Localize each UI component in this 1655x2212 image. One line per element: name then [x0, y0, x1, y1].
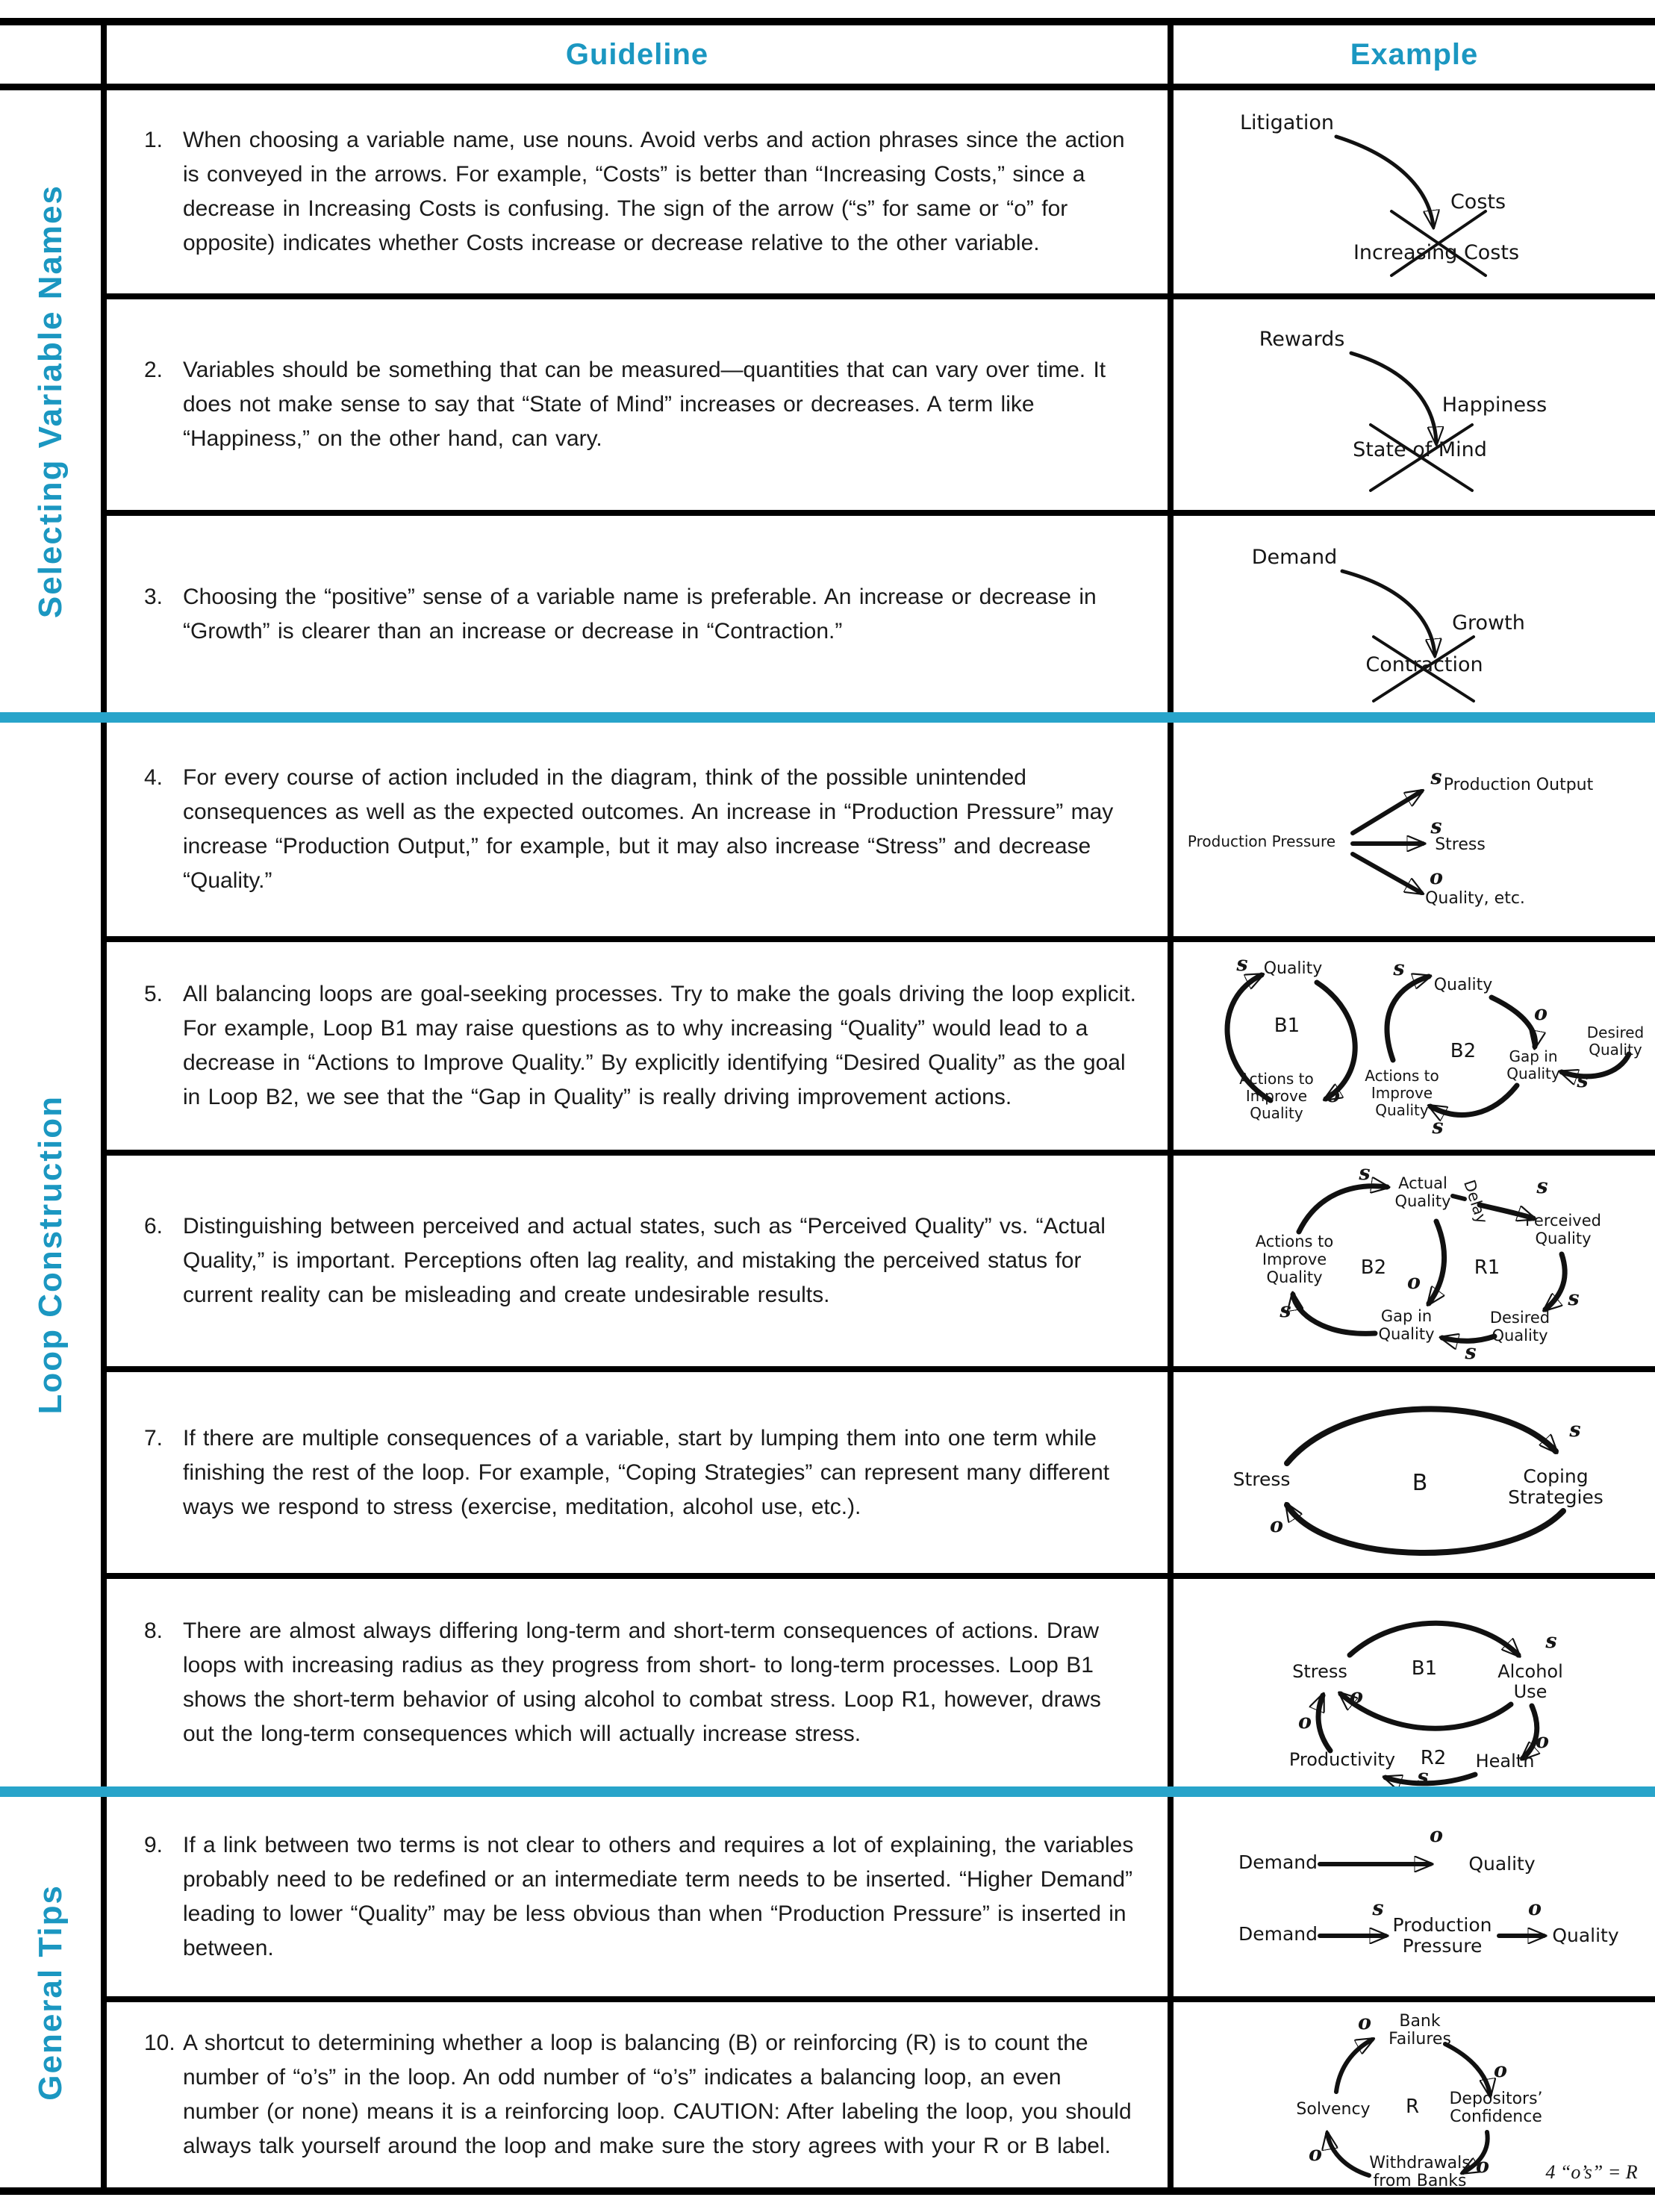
diagram-arrow — [1341, 1694, 1511, 1728]
guideline-cell — [107, 1797, 1174, 2002]
link-polarity-label: o — [1406, 1271, 1421, 1294]
diagram-label: Coping Strategies — [1508, 1465, 1603, 1508]
example-diagram — [1174, 90, 1655, 293]
diagram-label: Contraction — [1365, 653, 1483, 676]
guideline-cell — [107, 723, 1174, 942]
diagram-label: Growth — [1452, 611, 1525, 635]
diagram-label: Demand — [1238, 1923, 1318, 1945]
header-example-cell — [1174, 25, 1655, 90]
diagram-label: Quality — [1552, 1925, 1619, 1946]
link-polarity-label: s — [1417, 1766, 1429, 1786]
link-polarity-label: s — [1430, 766, 1442, 789]
diagram-label: Production Pressure — [1187, 832, 1336, 850]
example-cell — [1174, 1579, 1655, 1786]
guideline-number: 9. — [144, 1832, 163, 1857]
link-polarity-label: o — [1269, 1514, 1284, 1537]
example-column-header: Example — [1350, 37, 1479, 71]
guideline-column-header: Guideline — [565, 37, 709, 71]
link-polarity-label: s — [1465, 1341, 1477, 1364]
example-diagram — [1174, 2002, 1655, 2187]
diagram-label: Gap in Quality — [1506, 1047, 1560, 1082]
link-polarity-label: o — [1535, 1730, 1550, 1753]
diagram-arrow — [1445, 2044, 1490, 2095]
diagram-arrow — [1327, 2134, 1369, 2175]
diagram-label: Depositors’ Confidence — [1449, 2090, 1543, 2126]
diagram-arrow — [1430, 1085, 1517, 1115]
diagram-arrow — [1429, 1221, 1444, 1303]
diagram-arrow — [1293, 1295, 1375, 1333]
link-polarity-label: o — [1297, 1710, 1312, 1733]
diagram-label: Stress — [1292, 1661, 1347, 1682]
diagram-label: Quality — [1433, 976, 1493, 994]
link-polarity-label: s — [1430, 815, 1442, 838]
diagram-label: Rewards — [1259, 328, 1345, 351]
diagram-label: Actions to Improve Quality — [1365, 1067, 1439, 1119]
link-polarity-label: s — [1545, 1630, 1557, 1653]
diagram-label: Bank Failures — [1388, 2012, 1451, 2049]
section-divider-band — [0, 712, 1655, 723]
diagram-label: Quality — [1263, 959, 1323, 978]
diagram-label: Delay — [1459, 1177, 1492, 1227]
section-label-loop-construction — [0, 723, 107, 1786]
diagram-label: Gap in Quality — [1378, 1307, 1435, 1343]
link-polarity-label: s — [1577, 1069, 1589, 1092]
guideline-number: 5. — [144, 982, 163, 1006]
guideline-cell — [107, 1579, 1174, 1786]
guideline-text — [144, 123, 1138, 261]
guideline-body: Variables should be something that can be measured—quantities that can vary over time. It does not make sense to say that “State of Mind” increases or decreases. A term like “Happiness,” on the other hand, can vary. — [183, 358, 1106, 451]
diagram-arrow — [1386, 1775, 1475, 1783]
guideline-body: If a link between two terms is not clear to others and requires a lot of explaining, the variables probably need to be redefined or an intermediate term needs to be inserted. “Higher Demand” leading to lower “Quality” may be less obvious than when “Production Pressure” is inserted in between. — [183, 1832, 1134, 1960]
diagram-label: R — [1405, 2096, 1420, 2118]
diagram-label: Actions to Improve Quality — [1255, 1233, 1334, 1286]
diagram-arrow — [1318, 1695, 1330, 1751]
diagram-label: Desired Quality — [1586, 1024, 1645, 1059]
guideline-body: A shortcut to determining whether a loop is balancing (B) or reinforcing (R) is to count the number of “o’s” in the loop. An odd number of “o’s” indicates a balancing loop, an even number (or none) means it is a reinforcing loop. CAUTION: After labeling the loop, you should always talk yourself around the loop and make sure the story agrees with your R or B label. — [183, 2031, 1132, 2158]
guideline-cell — [107, 1372, 1174, 1579]
link-polarity-label: s — [1359, 1162, 1371, 1185]
guideline-number: 6. — [144, 1214, 163, 1239]
diagram-label: State of Mind — [1353, 438, 1487, 461]
diagram-arrow — [1353, 791, 1421, 833]
guideline-body: Distinguishing between perceived and actual states, such as “Perceived Quality” vs. “Actual Quality,” is important. Perceptions often lag reality, and mistaking the perceived status for current reality can be misleading and create undesirable results. — [183, 1214, 1106, 1307]
example-diagram — [1174, 1797, 1655, 1996]
example-cell — [1174, 942, 1655, 1156]
link-polarity-label: s — [1432, 1115, 1444, 1138]
section-label-general-tips — [0, 1797, 107, 2187]
diagram-label: Perceived Quality — [1525, 1212, 1601, 1247]
diagram-label: Health — [1475, 1751, 1535, 1772]
diagram-label: B1 — [1411, 1657, 1438, 1680]
example-diagram — [1174, 299, 1655, 510]
diagram-arrow — [1350, 1623, 1518, 1655]
diagram-arrow — [1351, 353, 1436, 443]
link-polarity-label: s — [1372, 1897, 1384, 1920]
diagram-label: Demand — [1238, 1851, 1318, 1873]
guideline-text — [144, 1614, 1138, 1751]
diagram-label: Costs — [1450, 190, 1506, 214]
guideline-text — [144, 580, 1138, 649]
diagram-label: Solvency — [1296, 2100, 1371, 2119]
link-polarity-label: o — [1527, 1897, 1542, 1920]
example-diagram — [1174, 723, 1655, 936]
diagram-arrow — [1353, 854, 1421, 893]
guideline-body: All balancing loops are goal-seeking processes. Try to make the goals driving the loop explicit. For example, Loop B1 may raise questions as to why increasing “Quality” would lead to a decrease in “Actions to Improve Quality.” By explicitly identifying “Desired Quality” as the goal in Loop B2, we see that the “Gap in Quality” is really driving improvement actions. — [183, 982, 1137, 1109]
guideline-body: When choosing a variable name, use nouns. Avoid verbs and action phrases since the action is conveyed in the arrows. For example, “Costs” is better than “Increasing Costs,” since a decrease in Increasing Costs is confusing. The sign of the arrow (“s” for same or “o” for opposite) indicates whether Costs increase or decrease relative to the other variable. — [183, 128, 1125, 255]
diagram-label: B2 — [1450, 1040, 1477, 1062]
diagram-arrow — [1287, 1409, 1556, 1463]
diagram-label: Desired Quality — [1489, 1309, 1550, 1345]
diagram-arrow — [1317, 982, 1355, 1099]
diagram-label: Stress — [1435, 835, 1486, 854]
guideline-text — [144, 977, 1138, 1115]
guideline-cell — [107, 299, 1174, 516]
diagram-label: Alcohol Use — [1497, 1661, 1563, 1702]
diagram-arrow — [1336, 2040, 1372, 2092]
diagram-label: Litigation — [1239, 111, 1335, 134]
example-cell — [1174, 299, 1655, 516]
diagram-line — [1453, 1196, 1465, 1199]
example-cell — [1174, 1372, 1655, 1579]
example-cell — [1174, 723, 1655, 942]
link-polarity-label: o — [1429, 866, 1444, 889]
guideline-text — [144, 761, 1138, 898]
link-polarity-label: s — [1568, 1287, 1580, 1310]
guideline-cell — [107, 942, 1174, 1156]
diagram-label: Increasing Costs — [1353, 241, 1520, 264]
diagram-label: R1 — [1474, 1256, 1500, 1279]
link-polarity-label: o — [1326, 1084, 1341, 1107]
section-label-selecting-variable-names — [0, 90, 107, 712]
diagram-label: B1 — [1274, 1015, 1300, 1037]
link-polarity-label: s — [1393, 957, 1405, 980]
example-cell — [1174, 2002, 1655, 2187]
guideline-number: 8. — [144, 1619, 163, 1643]
guideline-text — [144, 2026, 1138, 2163]
link-polarity-label: s — [1280, 1299, 1291, 1322]
link-polarity-label: s — [1569, 1418, 1581, 1442]
diagram-arrow — [1336, 137, 1433, 226]
section-label-text: General Tips — [31, 1884, 69, 2101]
diagram-label: Quality, etc. — [1425, 889, 1525, 908]
diagram-arrow — [1387, 976, 1429, 1060]
guideline-text — [144, 1209, 1138, 1312]
diagram-arrow — [1299, 1186, 1387, 1232]
section-divider-band — [0, 1786, 1655, 1797]
link-polarity-label: o — [1308, 2143, 1323, 2166]
example-cell — [1174, 1156, 1655, 1372]
diagram-label: Withdrawals from Banks — [1369, 2154, 1471, 2187]
diagram-label: B2 — [1360, 1256, 1387, 1279]
guideline-cell — [107, 2002, 1174, 2187]
diagram-label: B — [1412, 1470, 1428, 1496]
diagram-label: Actions to Improve Quality — [1239, 1070, 1314, 1122]
example-cell — [1174, 90, 1655, 299]
guideline-cell — [107, 1156, 1174, 1372]
guideline-body: There are almost always differing long-term and short-term consequences of actions. Draw loops with increasing radius as they progress from short- to long-term processes. Loop B1 shows the short-term behavior of using alcohol to combat stress. Loop R1, however, draws out the long-term consequences which will actually increase stress. — [183, 1619, 1101, 1746]
example-diagram — [1174, 1156, 1655, 1366]
guideline-text — [144, 1421, 1138, 1524]
guideline-number: 3. — [144, 584, 163, 609]
diagram-label: Productivity — [1288, 1749, 1396, 1770]
guideline-number: 4. — [144, 765, 163, 790]
diagram-arrow — [1545, 1254, 1565, 1309]
section-label-text: Selecting Variable Names — [31, 184, 69, 619]
header-corner-cell — [0, 25, 107, 90]
example-diagram — [1174, 1579, 1655, 1786]
link-polarity-label: o — [1349, 1685, 1364, 1708]
example-cell — [1174, 516, 1655, 712]
guideline-text — [144, 353, 1138, 456]
diagram-arrow — [1287, 1505, 1563, 1553]
link-polarity-label: s — [1236, 953, 1248, 976]
guideline-cell — [107, 516, 1174, 712]
diagram-label: Quality — [1468, 1853, 1536, 1875]
link-polarity-label: s — [1536, 1175, 1548, 1198]
link-polarity-label: o — [1533, 1002, 1548, 1025]
diagram-label: Production Output — [1443, 776, 1594, 794]
guideline-body: If there are multiple consequences of a variable, start by lumping them into one term while finishing the rest of the loop. For example, “Coping Strategies” can represent many different ways we respond to stress (exercise, meditation, alcohol use, etc.). — [183, 1425, 1110, 1519]
diagram-label: Stress — [1232, 1468, 1291, 1490]
diagram-label: Production Pressure — [1392, 1914, 1492, 1957]
guideline-number: 2. — [144, 358, 163, 382]
guideline-text — [144, 1828, 1138, 1966]
diagram-label: Actual Quality — [1394, 1174, 1451, 1210]
diagram-label: Happiness — [1441, 393, 1548, 417]
loop-count-note: 4 “o’s” = R — [1545, 2161, 1638, 2183]
section-label-text: Loop Construction — [31, 1094, 69, 1415]
guidelines-table — [0, 18, 1655, 2195]
link-polarity-label: o — [1493, 2059, 1508, 2082]
guideline-number: 7. — [144, 1425, 163, 1451]
guideline-cell — [107, 90, 1174, 299]
diagram-label: R2 — [1420, 1747, 1447, 1769]
diagram-label: Demand — [1251, 546, 1338, 569]
example-diagram — [1174, 942, 1655, 1150]
guideline-body: Choosing the “positive” sense of a variable name is preferable. An increase or decrease in “Growth” is clearer than an increase or decrease in “Contraction.” — [183, 584, 1097, 644]
guideline-number: 1. — [144, 128, 163, 152]
example-diagram — [1174, 1372, 1655, 1573]
link-polarity-label: o — [1357, 2011, 1372, 2034]
diagram-arrow — [1492, 997, 1536, 1047]
guideline-body: For every course of action included in the diagram, think of the possible unintended consequences as well as the expected outcomes. An increase in “Production Pressure” may increase “Production Output,” for example, but it may also increase “Stress” and decrease “Quality.” — [183, 765, 1114, 893]
guideline-number: 10. — [144, 2031, 175, 2055]
diagram-arrow — [1342, 571, 1435, 655]
example-cell — [1174, 1797, 1655, 2002]
link-polarity-label: o — [1475, 2155, 1490, 2178]
header-guideline-cell — [107, 25, 1174, 90]
link-polarity-label: o — [1429, 1824, 1444, 1847]
example-diagram — [1174, 516, 1655, 712]
